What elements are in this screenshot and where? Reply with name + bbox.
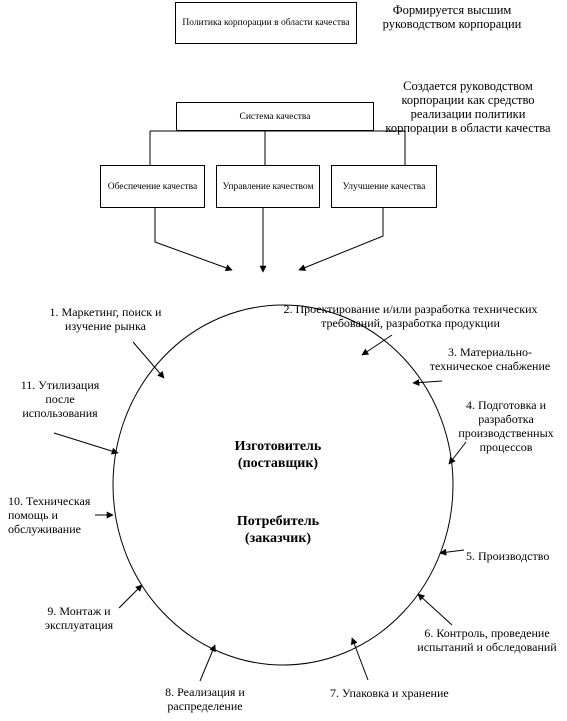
stage-10-label: 10. Техническая помощь и обслуживание — [8, 494, 91, 536]
sub-box-management: Управление качеством — [216, 165, 320, 208]
stage-5-label: 5. Производство — [466, 549, 550, 563]
policy-box: Политика корпорации в области качества — [175, 2, 357, 44]
producer-label: Изготовитель (поставщик) — [234, 439, 322, 471]
stage-arrow — [200, 645, 215, 681]
stage-7-label: 7. Упаковка и хранение — [330, 686, 449, 700]
policy-note: Формируется высшим руководством корпорации — [382, 3, 522, 31]
stage-3-label: 3. Материально-техническое снабжение — [429, 345, 551, 373]
stage-arrow — [54, 433, 118, 453]
stage-arrow — [413, 381, 442, 383]
stage-4-label: 4. Подготовка и разработка производственных процессов — [458, 398, 554, 454]
stage-arrow — [440, 550, 464, 553]
stage-11-label: 11. Утилизация после использования — [20, 378, 100, 420]
cycle-circle — [113, 305, 453, 665]
stage-6-label: 6. Контроль, проведение испытаний и обследований — [417, 626, 557, 654]
stage-arrow — [418, 594, 452, 625]
quality-system-box: Система качества — [176, 102, 374, 131]
stage-8-label: 8. Реализация и распределение — [165, 685, 245, 713]
sub-box-improvement: Улучшение качества — [331, 165, 437, 208]
consumer-label: Потребитель (заказчик) — [236, 514, 320, 546]
stage-arrow — [362, 335, 392, 355]
converge-arrow — [155, 208, 232, 270]
converge-arrow — [299, 208, 383, 270]
stage-arrow — [133, 342, 164, 378]
stage-1-label: 1. Маркетинг, поиск и изучение рынка — [49, 305, 162, 333]
stage-9-label: 9. Монтаж и эксплуатация — [44, 604, 114, 632]
quality-system-note: Создается руководством корпорации как средство реализации политики корпорации в области качества — [385, 79, 551, 135]
stage-2-label: 2. Проектирование и/или разработка технических требований, разработка продукции — [283, 302, 538, 330]
stage-arrow — [352, 638, 368, 680]
sub-box-assurance: Обеспечение качества — [100, 165, 205, 208]
